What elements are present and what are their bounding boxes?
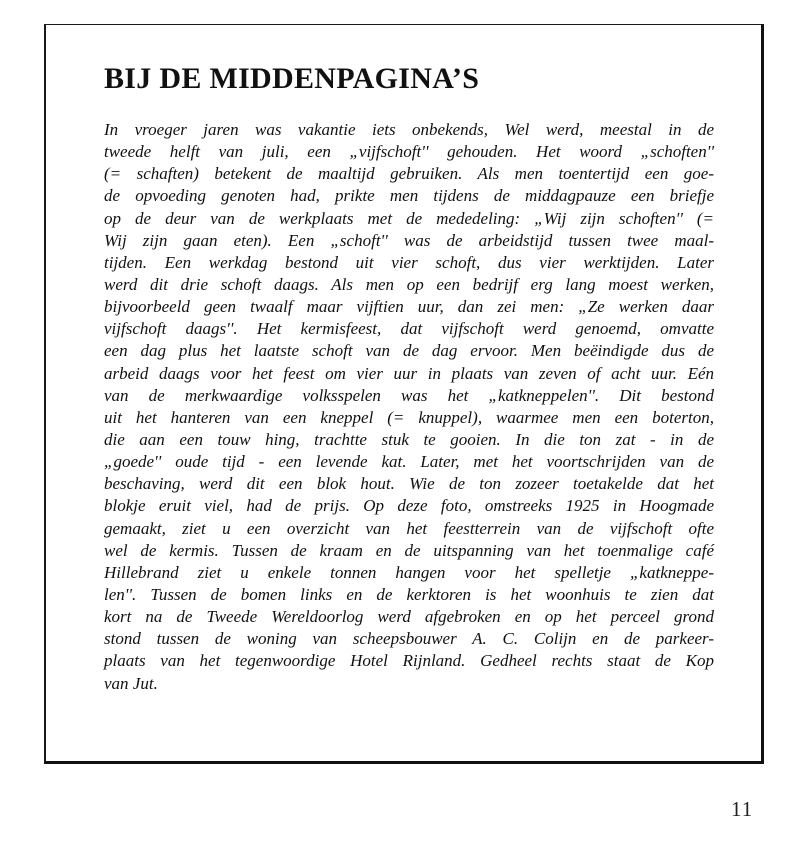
body-line: Wij zijn gaan eten). Een „schoft'' was de arbeidstijd tussen twee maal-	[104, 230, 714, 250]
body-line: van Jut.	[104, 673, 158, 693]
article-body	[104, 119, 714, 695]
body-line: (= schaften) betekent de maaltijd gebruiken. Als men toentertijd een goe-	[104, 164, 714, 184]
body-line: tijden. Een werkdag bestond uit vier schoft, dus vier werktijden. Later	[104, 252, 714, 272]
body-line: werd dit drie schoft daags. Als men op een bedrijf erg lang moest werken,	[104, 274, 714, 294]
body-line: „goede'' oude tijd - een levende kat. Later, met het voortschrijden van de	[104, 452, 714, 472]
body-line: kort na de Tweede Wereldoorlog werd afgebroken en op het perceel grond	[104, 607, 714, 627]
article-title: BIJ DE MIDDENPAGINA’S	[104, 62, 480, 95]
body-line: de opvoeding genoten had, prikte men tijdens de middagpauze een briefje	[104, 186, 714, 206]
body-line: len''. Tussen de bomen links en de kerktoren is het woonhuis te zien dat	[104, 584, 714, 604]
body-line: vijfschoft daags''. Het kermisfeest, dat vijfschoft werd genoemd, omvatte	[104, 319, 714, 339]
body-line: die aan een touw hing, trachtte stuk te gooien. In die ton zat - in de	[104, 429, 714, 449]
body-line: arbeid daags voor het feest om vier uur in plaats van zeven of acht uur. Eén	[104, 363, 714, 383]
body-line: tweede helft van juli, een „vijfschoft'' gehouden. Het woord „schoften''	[104, 142, 714, 162]
body-line: op de deur van de werkplaats met de mededeling: „Wij zijn schoften'' (=	[104, 208, 714, 228]
body-line: van de merkwaardige volksspelen was het „katkneppelen''. Dit bestond	[104, 385, 714, 405]
body-line: uit het hanteren van een kneppel (= knuppel), waarmee men een boterton,	[104, 407, 714, 427]
body-line: blokje eruit viel, had de prijs. Op deze foto, omstreeks 1925 in Hoogmade	[104, 496, 714, 516]
body-line: beschaving, werd dit een blok hout. Wie de ton zozeer toetakelde dat het	[104, 474, 714, 494]
body-line: gemaakt, ziet u een overzicht van het feestterrein van de vijfschoft ofte	[104, 518, 714, 538]
body-line: stond tussen de woning van scheepsbouwer A. C. Colijn en de parkeer-	[104, 629, 714, 649]
body-line: wel de kermis. Tussen de kraam en de uitspanning van het toenmalige café	[104, 540, 714, 560]
body-line: Hillebrand ziet u enkele tonnen hangen voor het spelletje „katkneppe-	[104, 562, 714, 582]
body-line: In vroeger jaren was vakantie iets onbekends, Wel werd, meestal in de	[104, 120, 714, 139]
page-number: 11	[731, 797, 754, 821]
body-line: plaats van het tegenwoordige Hotel Rijnland. Gedheel rechts staat de Kop	[104, 651, 714, 671]
body-line: bijvoorbeeld geen twaalf maar vijftien uur, dan zei men: „Ze werken daar	[104, 297, 714, 317]
body-line: een dag plus het laatste schoft van de dag ervoor. Men beëindigde dus de	[104, 341, 714, 361]
